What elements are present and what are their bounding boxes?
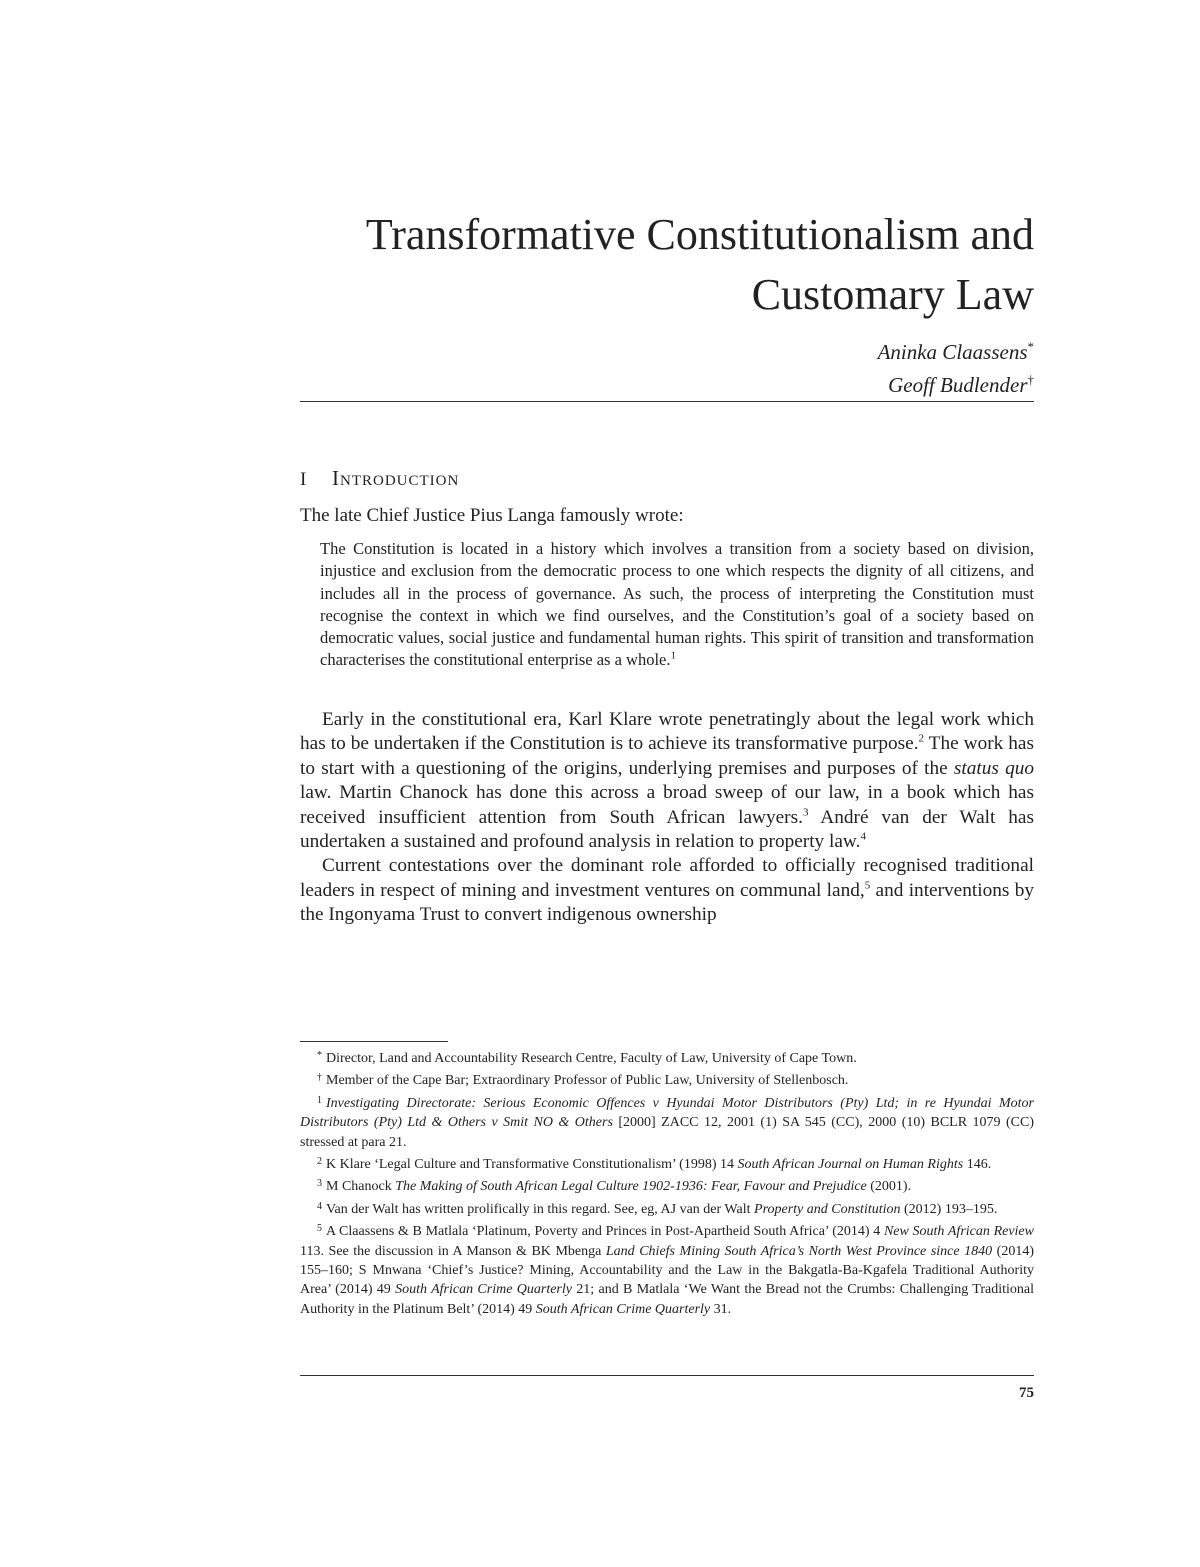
author-1 — [300, 333, 1034, 366]
paragraph-1-italic: status quo — [953, 757, 1034, 779]
footnote-dagger-mark: † — [317, 1072, 322, 1084]
footnote-2-text-b: 146. — [963, 1157, 992, 1173]
paragraph-1 — [300, 708, 1034, 854]
section-heading — [300, 465, 1034, 494]
footnote-5-book: Land Chiefs Mining South Africa’s North West Province since 1840 — [605, 1243, 993, 1259]
footnote-2-journal: South African Journal on Human Rights — [737, 1157, 964, 1173]
footnote-star-text: Director, Land and Accountability Research Centre, Faculty of Law, University of Cape Town. — [326, 1051, 857, 1066]
author-block — [300, 333, 1034, 399]
footnote-star-mark: * — [317, 1050, 322, 1061]
header-rule — [300, 401, 1034, 402]
footnote-3-book: The Making of South African Legal Culture 1902-1936: Fear, Favour and Prejudice — [395, 1179, 867, 1195]
footnote-1-case: Investigating Directorate: Serious Economic Offences v Hyundai Motor Distributors (Pty) Ltd; in re Hyundai Motor Distributors (Pty) Ltd & Others v Smit NO & Others — [300, 1095, 1034, 1131]
footnote-5-text-c: (2014) 155–160; S Mnwana ‘Chief’s Justice? Mining, Accountability and the Law in the Bakgatla-Ba-Kgafela Traditional Authority Area’ (2014) 49 — [300, 1243, 1035, 1298]
paragraph-2 — [300, 854, 1034, 927]
footnote-star — [300, 1046, 1034, 1068]
footnote-1 — [300, 1091, 1034, 1152]
footnote-5-journal-a: New South African Review — [883, 1224, 1034, 1240]
footnote-4-book: Property and Constitution — [754, 1201, 901, 1217]
footnote-5-text-a: A Claassens & B Matlala ‘Platinum, Poverty and Princes in Post-Apartheid South Africa’ (2014) 4 — [326, 1224, 884, 1240]
paragraph-1-text-d: André van der Walt has undertaken a sustained and profound analysis in relation to property law. — [300, 806, 1034, 853]
footnote-5-text-e: 31. — [710, 1301, 732, 1317]
footnote-3 — [300, 1174, 1034, 1196]
title-line-1: Transformative Constitutionalism and — [365, 210, 1034, 259]
paragraph-2-text-b: and interventions by the Ingonyama Trust to convert indigenous ownership — [300, 879, 1034, 926]
footnote-5-journal-c: South African Crime Quarterly — [535, 1301, 711, 1317]
paragraph-1-text-a: Early in the constitutional era, Karl Klare wrote penetratingly about the legal work which has to be undertaken if the Constitution is to achieve its transformative purpose. — [300, 709, 1034, 755]
footnote-4-text-a: Van der Walt has written prolifically in this regard. See, eg, AJ van der Walt — [326, 1201, 755, 1217]
author-2-mark: † — [1027, 372, 1034, 387]
footnotes — [300, 1046, 1034, 1319]
section-number: I — [300, 469, 308, 490]
article-title — [300, 205, 1034, 325]
author-1-name: Aninka Claassens — [877, 340, 1028, 364]
footnote-4 — [300, 1197, 1034, 1219]
footnote-1-mark: 1 — [317, 1094, 322, 1106]
footnote-2-mark: 2 — [317, 1156, 322, 1168]
footnote-ref-3: 3 — [802, 806, 809, 819]
footnote-3-text-a: M Chanock — [326, 1179, 396, 1195]
footnote-dagger — [300, 1068, 1034, 1090]
footnote-2 — [300, 1152, 1034, 1174]
footnote-3-mark: 3 — [317, 1178, 322, 1190]
footnote-1-text: [2000] ZACC 12, 2001 (1) SA 545 (CC), 2000 (10) BCLR 1079 (CC) stressed at para 21. — [300, 1115, 1035, 1150]
paragraph-1-text-b: The work has to start with a questioning of the origins, underlying premises and purposes of the — [300, 733, 1034, 779]
footnote-ref-2: 2 — [918, 732, 925, 745]
paragraph-1-text-c: law. Martin Chanock has done this across a broad sweep of our law, in a book which has received insufficient attention from South African lawyers. — [300, 782, 1034, 828]
quote-lead-in: The late Chief Justice Pius Langa famously wrote: — [300, 505, 684, 526]
footnote-4-text-b: (2012) 193–195. — [900, 1201, 998, 1217]
footnote-2-text-a: K Klare ‘Legal Culture and Transformative Constitutionalism’ (1998) 14 — [326, 1157, 738, 1173]
footnote-5 — [300, 1219, 1034, 1319]
author-1-mark: * — [1027, 339, 1034, 354]
footnote-5-journal-b: South African Crime Quarterly — [395, 1282, 572, 1298]
footnote-5-text-d: 21; and B Matlala ‘We Want the Bread not the Crumbs: Challenging Traditional Authority in the Platinum Belt’ (2014) 49 — [300, 1282, 1034, 1317]
footnote-separator — [300, 1041, 448, 1042]
footnote-3-text-b: (2001). — [866, 1179, 912, 1195]
title-line-2: Customary Law — [751, 270, 1034, 319]
footnote-ref-5: 5 — [864, 879, 871, 892]
section-title-initial: I — [332, 466, 340, 490]
footer-rule — [300, 1375, 1034, 1376]
footnote-5-text-b: 113. See the discussion in A Manson & BK Mbenga — [300, 1243, 606, 1259]
section-title-rest: NTRODUCTION — [340, 473, 460, 489]
footnote-ref-1: 1 — [670, 649, 676, 662]
body-text — [300, 708, 1034, 928]
block-quote-text: The Constitution is located in a history which involves a transition from a society based on division, injustice and exclusion from the democratic process to one which respects the dignity of all citizens, and includes all in the process of governance. As such, the process of interpreting the Constitution must recognise the context in which we find ourselves, and the Constitution’s goal of a society based on democratic values, social justice and fundamental human rights. This spirit of transition and transformation characterises the constitutional enterprise as a whole. — [320, 539, 1034, 670]
author-2-name: Geoff Budlender — [888, 373, 1028, 397]
footnote-dagger-text: Member of the Cape Bar; Extraordinary Professor of Public Law, University of Stellenbosch. — [326, 1073, 849, 1089]
footnote-4-mark: 4 — [317, 1200, 322, 1212]
footnote-ref-4: 4 — [860, 830, 866, 843]
paragraph-2-text-a: Current contestations over the dominant role afforded to officially recognised traditional leaders in respect of mining and investment ventures on communal land, — [300, 855, 1034, 901]
footnote-5-mark: 5 — [317, 1223, 322, 1235]
block-quote — [320, 538, 1034, 672]
page-number: 75 — [1019, 1385, 1034, 1401]
author-2 — [300, 366, 1034, 399]
